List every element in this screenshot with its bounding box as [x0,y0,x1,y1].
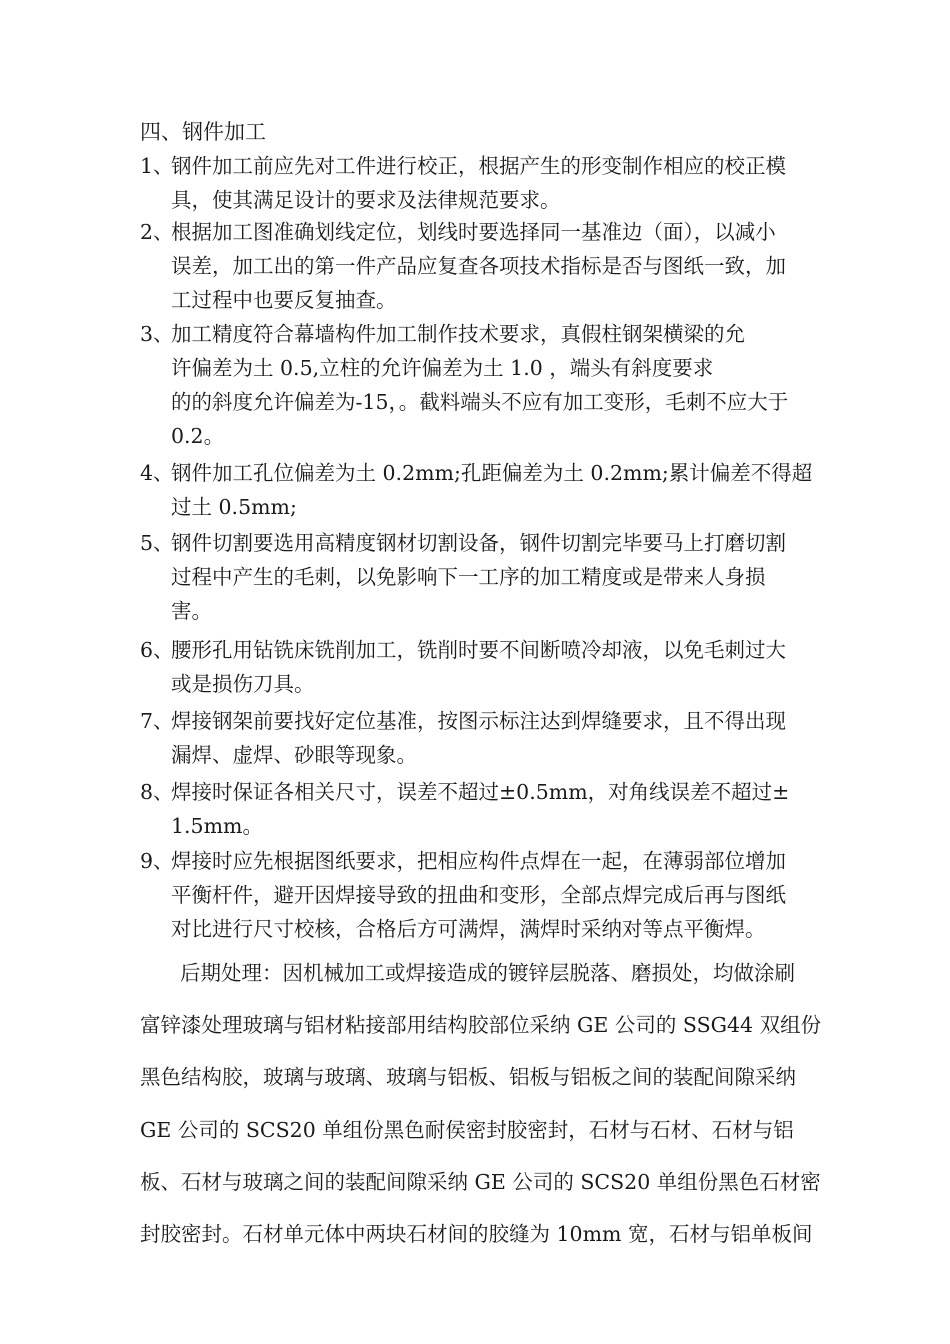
list-item-number: 5、 [140,531,174,555]
list-item-line: 的的斜度允许偏差为-15，。截料端头不应有加工变形，毛刺不应大于 [171,390,789,414]
list-item-line: 过土 0.5mm; [171,495,297,519]
list-item-3 [140,317,840,453]
list-item-number: 7、 [140,709,174,733]
list-item-line: 钢件加工前应先对工件进行校正，根据产生的形变制作相应的校正模 [171,154,786,178]
list-item-8 [140,775,840,843]
list-item-line: 焊接钢架前要找好定位基准，按图示标注达到焊缝要求，且不得出现 [171,709,786,733]
list-item-line: 钢件加工孔位偏差为土 0.2mm;孔距偏差为土 0.2mm;累计偏差不得超 [171,461,813,485]
list-item-line: 工过程中也要反复抽查。 [171,288,397,312]
list-item-number: 4、 [140,461,174,485]
list-item-6 [140,633,840,701]
list-item-4 [140,456,840,524]
list-item-line: 根据加工图准确划线定位，划线时要选择同一基准边（面），以减小 [171,220,776,244]
list-item-line: 钢件切割要选用高精度钢材切割设备，钢件切割完毕要马上打磨切割 [171,531,786,555]
list-item-9 [140,844,840,946]
list-item-line: 害。 [171,599,212,623]
list-item-line: 误差，加工出的第一件产品应复查各项技术指标是否与图纸一致，加 [171,254,786,278]
list-item-line: 焊接时应先根据图纸要求，把相应构件点焊在一起，在薄弱部位增加 [171,849,786,873]
list-item-1 [140,149,840,217]
list-item-line: 1.5mm。 [171,814,263,838]
paragraph-line: 后期处理：因机械加工或焊接造成的镀锌层脱落、磨损处，均做涂刷 [180,961,795,985]
list-item-line: 腰形孔用钻铣床铣削加工，铣削时要不间断喷冷却液，以免毛刺过大 [171,638,786,662]
list-item-line: 加工精度符合幕墙构件加工制作技术要求，真假柱钢架横梁的允 [171,322,745,346]
paragraph-line: 富锌漆处理玻璃与铝材粘接部用结构胶部位采纳 GE 公司的 SSG44 双组份 [140,1013,822,1038]
list-item-number: 9、 [140,849,174,873]
list-item-line: 许偏差为土 0.5,立柱的允许偏差为土 1.0 ，端头有斜度要求 [171,356,714,380]
list-item-line: 或是损伤刀具。 [171,672,315,696]
paragraph-line: 黑色结构胶，玻璃与玻璃、玻璃与铝板、铝板与铝板之间的装配间隙采纳 [140,1065,796,1090]
list-item-line: 0.2。 [171,424,225,448]
list-item-5 [140,526,840,628]
list-item-line: 过程中产生的毛刺，以免影响下一工序的加工精度或是带来人身损 [171,565,766,589]
list-item-line: 平衡杆件，避开因焊接导致的扭曲和变形，全部点焊完成后再与图纸 [171,883,786,907]
list-item-number: 6、 [140,638,174,662]
list-item-number: 2、 [140,220,174,244]
list-item-line: 对比进行尺寸校核，合格后方可满焊，满焊时采纳对等点平衡焊。 [171,917,766,941]
paragraph-line: GE 公司的 SCS20 单组份黑色耐侯密封胶密封，石材与石材、石材与铝 [140,1117,794,1142]
paragraph-line: 板、石材与玻璃之间的装配间隙采纳 GE 公司的 SCS20 单组份黑色石材密 [140,1169,821,1194]
list-item-2 [140,215,840,317]
list-item-line: 焊接时保证各相关尺寸，误差不超过±0.5mm，对角线误差不超过± [171,780,790,804]
post-processing-paragraph [140,947,840,1260]
list-item-number: 3、 [140,322,174,346]
list-item-7 [140,704,840,772]
list-item-number: 8、 [140,780,174,804]
list-item-line: 漏焊、虚焊、砂眼等现象。 [171,743,417,767]
paragraph-line: 封胶密封。石材单元体中两块石材间的胶缝为 10mm 宽，石材与铝单板间 [140,1222,813,1247]
section-heading: 四、钢件加工 [140,120,266,144]
list-item-line: 具，使其满足设计的要求及法律规范要求。 [171,188,561,212]
list-item-number: 1、 [140,154,174,178]
